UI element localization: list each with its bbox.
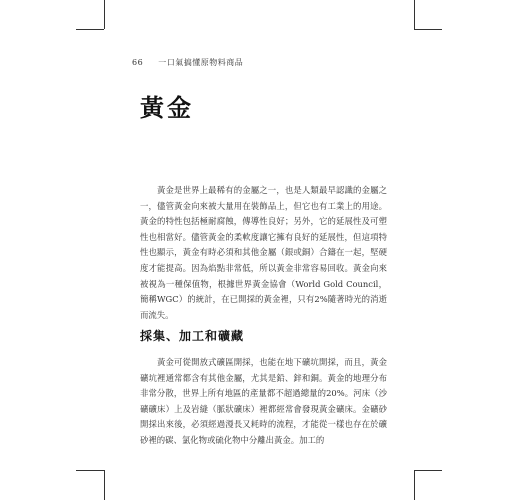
crop-mark-bottom-right-v [414, 470, 415, 500]
chapter-title: 黃金 [140, 93, 194, 122]
crop-mark-bottom-left-v [104, 470, 105, 500]
crop-mark-top-left-h [76, 29, 104, 30]
running-title: 一口氣搞懂原物料商品 [158, 58, 244, 67]
crop-mark-top-right-h [414, 29, 442, 30]
crop-mark-bottom-left-h [76, 470, 104, 471]
page-number: 66 [132, 58, 144, 67]
crop-mark-bottom-right-h [414, 470, 442, 471]
crop-mark-top-right-v [414, 0, 415, 29]
running-header [132, 57, 243, 68]
crop-mark-top-left-v [104, 0, 105, 29]
body-paragraph-1: 黃金是世界上最稀有的金屬之一，也是人類最早認識的金屬之一，儘管黃金向來被大量用在裝飾品上，但它也有工業上的用途。黃金的特性包括極耐腐蝕，傳導性良好；另外，它的延展性及可塑性也相當好。儘管黃金的柔軟度讓它擁有良好的延展性，但這項特性也顯示，黃金有時必須和其他金屬（銀或銅）合鑄在一起，堅硬度才能提高。因為焰點非常低，所以黃金非常容易回收。黃金向來被視為一種保值物，根據世界黃金協會（World Gold Council，簡稱WGC）的統計，在已開採的黃金裡，只有2%隨著時光的消逝而流失。 [140, 185, 387, 320]
section-heading: 採集、加工和礦藏 [140, 329, 245, 343]
body-paragraph-2: 黃金可從開放式礦區開採，也能在地下礦坑開採，而且，黃金礦坑裡通常都含有其他金屬，尤其是鉛、鋅和銅。黃金的地理分布非常分散，世界上所有地區的產量都不超過總量的20%。河床（沙礦礦床）上及岩縫（脈狀礦床）裡都經常會發現黃金礦床。金礦砂開採出來後，必須經過漫長又耗時的流程，才能從一樣也存在於礦砂裡的碳、氯化物或硫化物中分離出黃金。加工的 [140, 357, 387, 445]
